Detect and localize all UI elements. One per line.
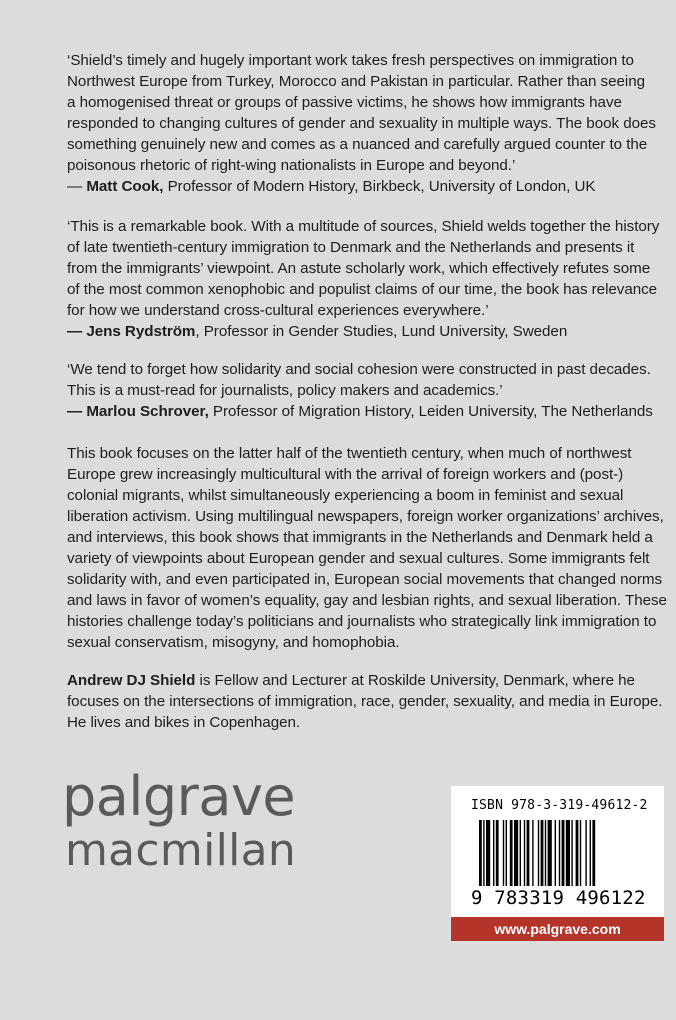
barcode-bar: [545, 820, 546, 886]
barcode-bar: [590, 820, 591, 886]
bio-author-name: Andrew DJ Shield: [67, 672, 196, 689]
quote-attribution: — Matt Cook, Professor of Modern History, Birkbeck, University of London, UK: [67, 178, 596, 195]
description-line: sexual conservatism, misogyny, and homophobia.: [67, 634, 400, 651]
quote-line: Northwest Europe from Turkey, Morocco and Pakistan in particular. Rather than seeing: [67, 73, 645, 90]
quote-author: Marlou Schrover,: [86, 403, 209, 420]
isbn-label: ISBN 978-3-319-49612-2: [471, 798, 648, 813]
barcode-bar: [559, 820, 560, 886]
quote-line: ‘Shield’s timely and hugely important work takes fresh perspectives on immigration to: [67, 52, 634, 69]
quote-line: for how we understand cross-cultural experiences everywhere.’: [67, 302, 489, 319]
quote-line: ‘This is a remarkable book. With a multitude of sources, Shield welds together the history: [67, 218, 660, 235]
description-line: Europe grew increasingly multicultural with the arrival of foreign workers and (post-): [67, 466, 624, 483]
quote-attribution: — Jens Rydström, Professor in Gender Studies, Lund University, Sweden: [67, 323, 568, 340]
endorsement-quote-1: [67, 50, 667, 197]
barcode-bar: [524, 820, 525, 886]
quote-line: poisonous rhetoric of right-wing nationalists in Europe and beyond.’: [67, 157, 516, 174]
barcode-bar: [486, 820, 490, 886]
quote-affiliation: , Professor in Gender Studies, Lund University, Sweden: [195, 323, 568, 340]
barcode-bar: [496, 820, 499, 886]
description-line: and laws in favor of women’s equality, gay and lesbian rights, and sexual liberation. These: [67, 592, 667, 609]
bio-line: He lives and bikes in Copenhagen.: [67, 714, 301, 731]
barcode-bar: [506, 820, 507, 886]
quote-line: responded to changing cultures of gender and sexuality in multiple ways. The book does: [67, 115, 656, 132]
quote-line: a homogenised threat or groups of passive victims, he shows how immigrants have: [67, 94, 622, 111]
description-line: histories challenge today’s politicians and journalists who strategically link immigration to: [67, 613, 657, 630]
barcode-bar: [566, 820, 570, 886]
barcode-bar: [585, 820, 586, 886]
barcode-bar: [532, 820, 533, 886]
description-line: colonial migrants, whilst simultaneously experiencing a boom in feminist and sexual: [67, 487, 624, 504]
quote-affiliation: Professor of Migration History, Leiden University, The Netherlands: [208, 403, 653, 420]
barcode-bar: [520, 820, 521, 886]
endorsement-quote-2: [67, 216, 667, 342]
publisher-logo: [62, 765, 297, 876]
barcode-bar: [580, 820, 581, 886]
barcode-bar: [510, 820, 513, 886]
barcode-icon: [479, 820, 639, 886]
endorsement-quote-3: [67, 359, 667, 422]
quote-line: of late twentieth-century immigration to Denmark and the Netherlands and presents it: [67, 239, 635, 256]
description-line: liberation activism. Using multilingual newspapers, foreign worker organizations’ archives,: [67, 508, 664, 525]
book-description: [67, 443, 667, 653]
barcode-bar: [571, 820, 572, 886]
barcode-box: [451, 786, 664, 941]
quote-line: This is a must-read for journalists, policy makers and academics.’: [67, 382, 503, 399]
quote-attribution: — Marlou Schrover, Professor of Migration History, Leiden University, The Netherlands: [67, 403, 653, 420]
quote-author: Matt Cook,: [86, 178, 164, 195]
barcode-bar: [541, 820, 544, 886]
bio-line: Andrew DJ Shield is Fellow and Lecturer at Roskilde University, Denmark, where he: [67, 672, 635, 689]
barcode-bar: [503, 820, 504, 886]
bio-line: focuses on the intersections of immigration, race, gender, sexuality, and media in Europe.: [67, 693, 663, 710]
quote-line: of the most common xenophobic and populist claims of our time, the book has relevance: [67, 281, 658, 298]
quote-line: ‘We tend to forget how solidarity and social cohesion were constructed in past decades.: [67, 361, 651, 378]
author-bio: [67, 670, 667, 733]
barcode-bar: [479, 820, 482, 886]
barcode-bar: [576, 820, 579, 886]
barcode-digits: 9 783319 496122: [471, 887, 646, 909]
description-line: solidarity with, and even participated in, European social movements that changed norms: [67, 571, 663, 588]
barcode-bar: [555, 820, 556, 886]
barcode-bar: [527, 820, 530, 886]
quote-line: something genuinely new and comes as a nuanced and carefully argued counter to the: [67, 136, 648, 153]
barcode-bar: [538, 820, 539, 886]
publisher-logo-line2: macmillan: [65, 825, 297, 876]
barcode-bar: [514, 820, 518, 886]
publisher-url: www.palgrave.com: [451, 917, 664, 941]
description-line: This book focuses on the latter half of the twentieth century, when much of northwest: [67, 445, 632, 462]
description-line: variety of viewpoints about European gender and sexual cultures. Some immigrants felt: [67, 550, 650, 567]
quote-line: from the immigrants’ viewpoint. An astute scholarly work, which effectively refutes some: [67, 260, 651, 277]
barcode-bar: [493, 820, 494, 886]
quote-author: Jens Rydström: [86, 323, 196, 340]
barcode-bar: [483, 820, 484, 886]
barcode-bar: [562, 820, 565, 886]
barcode-bar: [548, 820, 552, 886]
description-line: and interviews, this book shows that immigrants in the Netherlands and Denmark held a: [67, 529, 653, 546]
quote-affiliation: Professor of Modern History, Birkbeck, University of London, UK: [163, 178, 596, 195]
barcode-bar: [592, 820, 595, 886]
publisher-logo-line1: palgrave: [62, 765, 296, 828]
